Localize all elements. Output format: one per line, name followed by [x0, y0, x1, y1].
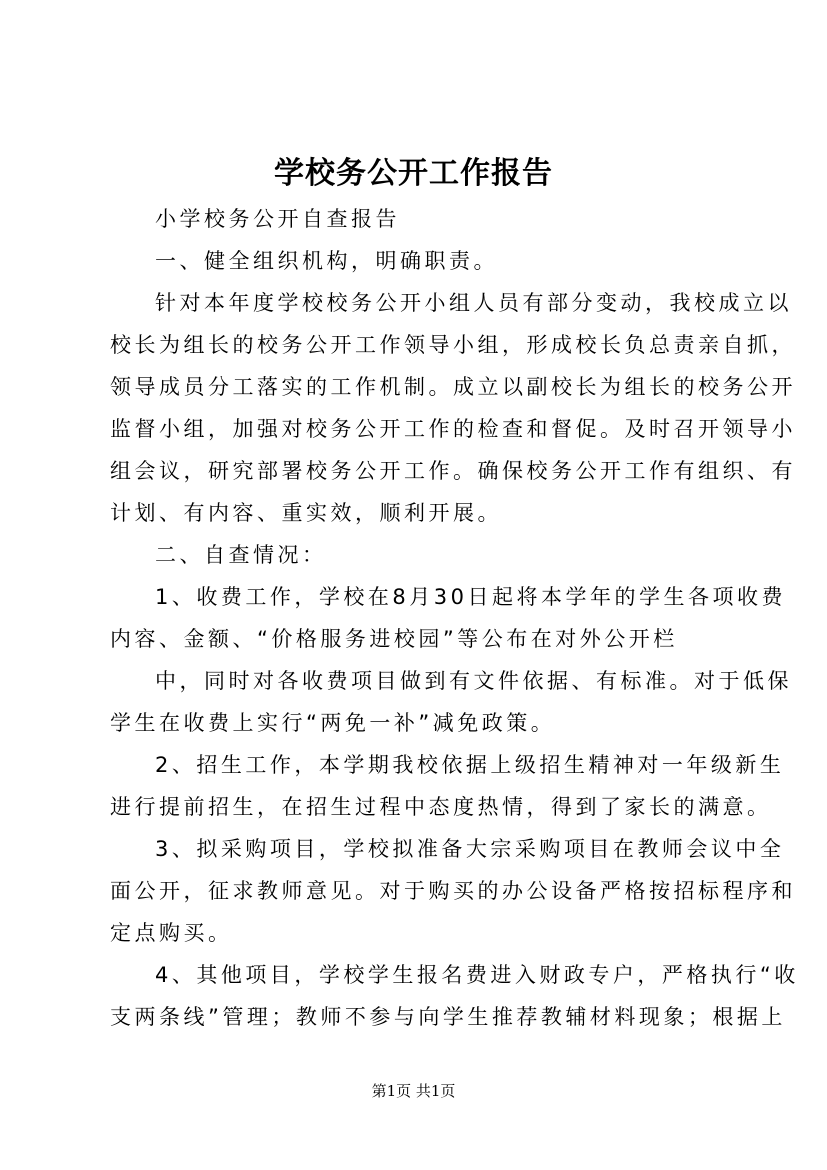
text-line: 进行提前招生，在招生过程中态度热情，得到了家长的满意。 — [110, 795, 772, 819]
text-line: 中，同时对各收费项目做到有文件依据、有标准。对于低保 — [155, 669, 792, 693]
text-line: 一、健全组织机构，明确职责。 — [155, 249, 498, 273]
text-line: 校长为组长的校务公开工作领导小组，形成校长负总责亲自抓， — [110, 333, 796, 357]
text-line: 1、收费工作，学校在8月30日起将本学年的学生各项收费 — [155, 585, 786, 609]
text-line: 组会议，研究部署校务公开工作。确保校务公开工作有组织、有 — [110, 459, 796, 483]
text-line: 学生在收费上实行“两免一补”减免政策。 — [110, 711, 556, 735]
text-line: 内容、金额、“价格服务进校园”等公布在对外公开栏 — [110, 627, 678, 651]
text-line: 监督小组，加强对校务公开工作的检查和督促。及时召开领导小 — [110, 417, 796, 441]
text-line: 计划、有内容、重实效，顺利开展。 — [110, 501, 502, 525]
document-title: 学校务公开工作报告 — [274, 156, 553, 191]
text-line: 3、拟采购项目，学校拟准备大宗采购项目在教师会议中全 — [155, 837, 785, 861]
text-line: 二、自查情况： — [155, 543, 327, 567]
text-line: 4、其他项目，学校学生报名费进入财政专户，严格执行“收 — [155, 963, 799, 987]
text-line: 针对本年度学校校务公开小组人员有部分变动，我校成立以 — [155, 291, 792, 315]
page-footer: 第1页 共1页 — [371, 1082, 456, 1100]
text-line: 支两条线”管理；教师不参与向学生推荐教辅材料现象；根据上 — [110, 1005, 786, 1029]
text-line: 面公开，征求教师意见。对于购买的办公设备严格按招标程序和 — [110, 879, 796, 903]
text-line: 定点购买。 — [110, 921, 233, 945]
text-line: 小学校务公开自查报告 — [155, 207, 400, 231]
text-line: 2、招生工作，本学期我校依据上级招生精神对一年级新生 — [155, 753, 785, 777]
text-line: 领导成员分工落实的工作机制。成立以副校长为组长的校务公开 — [110, 375, 796, 399]
